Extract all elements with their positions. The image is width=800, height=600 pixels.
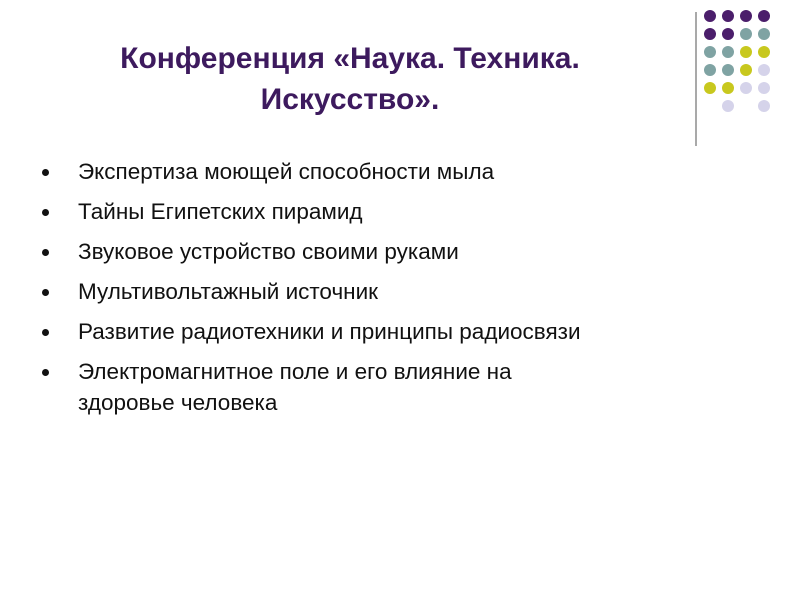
decorative-dot [740, 46, 752, 58]
decorative-dot [740, 10, 752, 22]
decorative-dot [758, 28, 770, 40]
decorative-dot [758, 64, 770, 76]
decorative-dot [722, 10, 734, 22]
bullet-text: Развитие радиотехники и принципы радиосвязи [78, 319, 581, 344]
bullet-dot-icon [42, 169, 49, 176]
bullet-item [42, 156, 742, 187]
decorative-dot [722, 82, 734, 94]
bullet-text: Экспертиза моющей способности мыла [78, 159, 495, 184]
decorative-dot [758, 100, 770, 112]
vertical-divider [695, 12, 697, 146]
decorative-dot [740, 82, 752, 94]
decorative-dot [722, 46, 734, 58]
decorative-dot [758, 10, 770, 22]
decorative-dot [704, 46, 716, 58]
decorative-dot [740, 28, 752, 40]
decorative-dot-grid [704, 10, 794, 130]
bullet-dot-icon [42, 329, 49, 336]
decorative-dot [758, 82, 770, 94]
decorative-dot [740, 64, 752, 76]
bullet-item [42, 356, 742, 418]
decorative-dot [704, 82, 716, 94]
decorative-dot [722, 64, 734, 76]
bullet-text: здоровье человека [78, 390, 278, 415]
bullet-item [42, 196, 742, 227]
bullet-text: Электромагнитное поле и его влияние на [78, 359, 512, 384]
decorative-dot [704, 10, 716, 22]
bullet-text: Мультивольтажный источник [78, 279, 379, 304]
bullet-text: Звуковое устройство своими руками [78, 239, 459, 264]
decorative-dot [722, 28, 734, 40]
bullet-text: Тайны Египетских пирамид [78, 199, 363, 224]
slide-title-line-2: Искусство». [260, 83, 440, 116]
bullet-dot-icon [42, 289, 49, 296]
bullet-dot-icon [42, 209, 49, 216]
decorative-dot [704, 28, 716, 40]
slide-title-line-1: Конференция «Наука. Техника. [120, 42, 580, 75]
bullet-item [42, 276, 742, 307]
decorative-dot [704, 64, 716, 76]
bullet-list [42, 156, 742, 427]
bullet-dot-icon [42, 369, 49, 376]
slide-title [40, 38, 660, 120]
decorative-dot [722, 100, 734, 112]
decorative-dot [758, 46, 770, 58]
bullet-item [42, 236, 742, 267]
bullet-dot-icon [42, 249, 49, 256]
bullet-item [42, 316, 742, 347]
